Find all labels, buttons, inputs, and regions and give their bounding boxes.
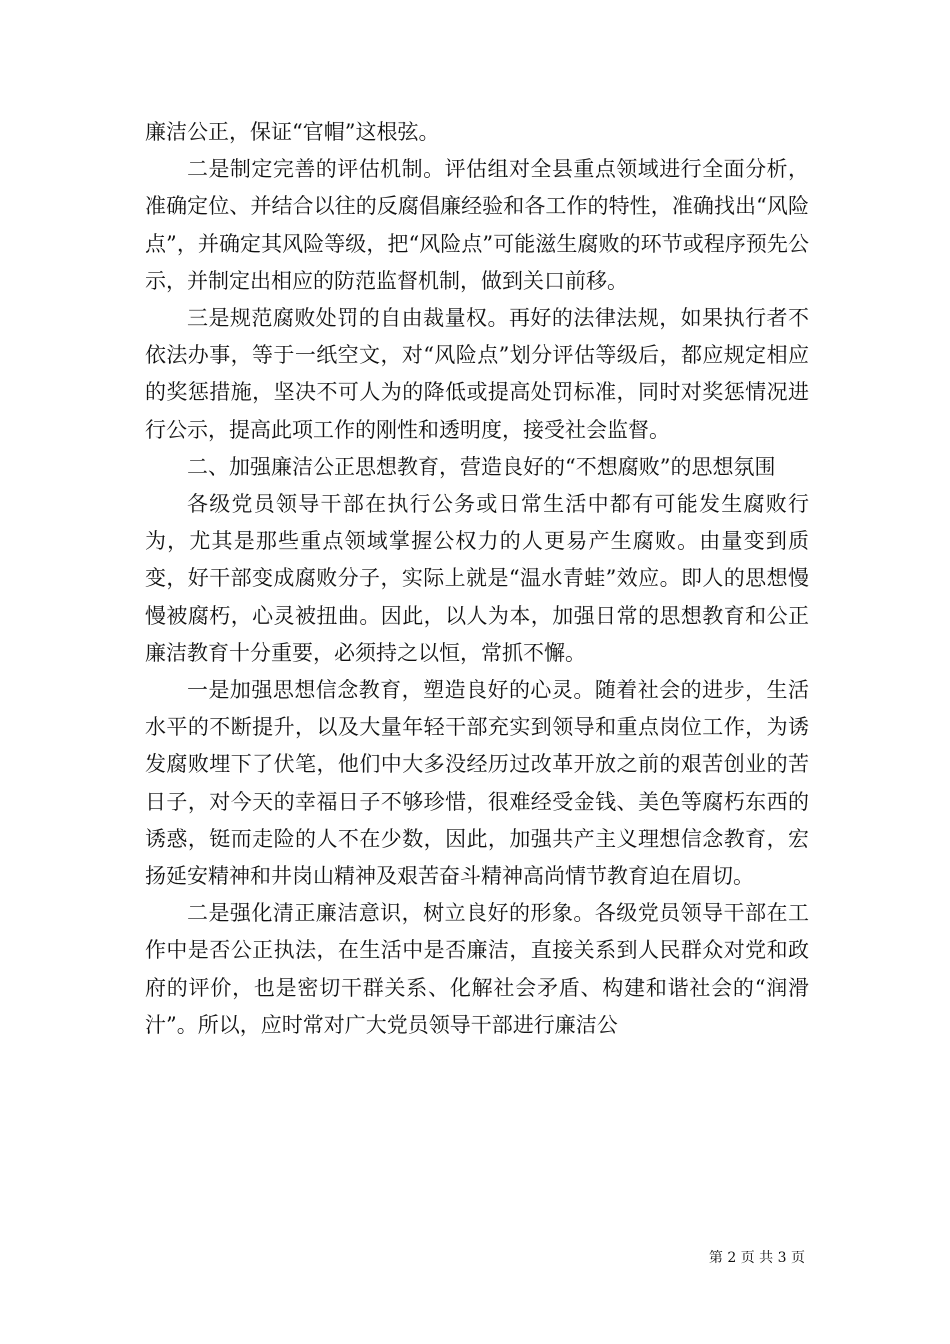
document-body [145, 114, 809, 1044]
paragraph: 三是规范腐败处罚的自由裁量权。再好的法律法规，如果执行者不依法办事，等于一纸空文，对“风险点”划分评估等级后，都应规定相应的奖惩措施，坚决不可人为的降低或提高处罚标准，同时对奖惩情况进行公示，提高此项工作的刚性和透明度，接受社会监督。 [145, 306, 809, 442]
paragraph: 各级党员领导干部在执行公务或日常生活中都有可能发生腐败行为，尤其是那些重点领域掌握公权力的人更易产生腐败。由量变到质变，好干部变成腐败分子，实际上就是“温水青蛙”效应。即人的思想慢慢被腐朽，心灵被扭曲。因此，以人为本，加强日常的思想教育和公正廉洁教育十分重要，必须持之以恒，常抓不懈。 [145, 492, 809, 665]
paragraph: 二是强化清正廉洁意识，树立良好的形象。各级党员领导干部在工作中是否公正执法，在生活中是否廉洁，直接关系到人民群众对党和政府的评价，也是密切干群关系、化解社会矛盾、构建和谐社会的“润滑汁”。所以，应时常对广大党员领导干部进行廉洁公 [145, 901, 809, 1037]
paragraph: 二是制定完善的评估机制。评估组对全县重点领域进行全面分析，准确定位、并结合以往的反腐倡廉经验和各工作的特性，准确找出“风险点”，并确定其风险等级，把“风险点”可能滋生腐败的环节或程序预先公示，并制定出相应的防范监督机制，做到关口前移。 [145, 157, 809, 293]
paragraph: 廉洁公正，保证“官帽”这根弦。 [145, 120, 440, 144]
page-number-footer: 第 2 页 共 3 页 [708, 1250, 805, 1266]
section-heading: 二、加强廉洁公正思想教育，营造良好的“不想腐败”的思想氛围 [187, 454, 776, 479]
paragraph: 一是加强思想信念教育，塑造良好的心灵。随着社会的进步，生活水平的不断提升，以及大量年轻干部充实到领导和重点岗位工作，为诱发腐败埋下了伏笔，他们中大多没经历过改革开放之前的艰苦创业的苦日子，对今天的幸福日子不够珍惜，很难经受金钱、美色等腐朽东西的诱惑，铤而走险的人不在少数，因此，加强共产主义理想信念教育，宏扬延安精神和井岗山精神及艰苦奋斗精神高尚情节教育迫在眉切。 [145, 678, 809, 889]
